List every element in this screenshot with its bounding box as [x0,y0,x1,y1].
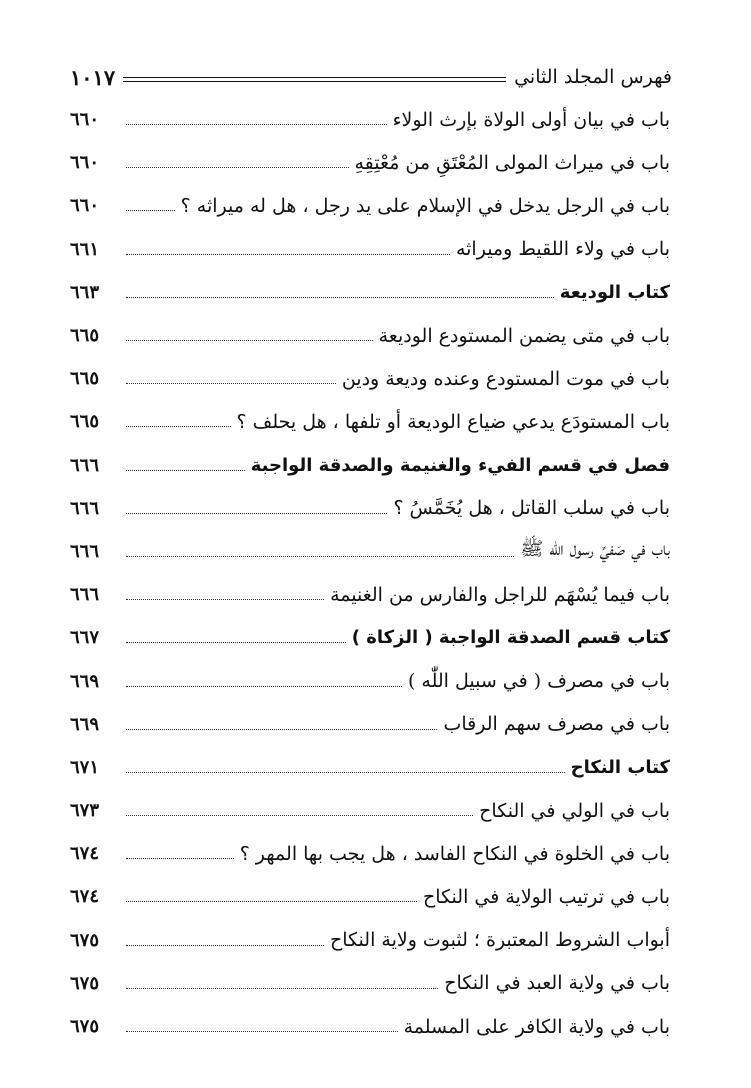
toc-entry [70,962,670,1005]
toc-entry-title: باب في ميراث المولى المُعْتَقِ من مُعْتِقِهِ [354,151,670,174]
dot-leader [126,858,234,859]
header-rule [123,77,506,82]
dot-leader [126,210,175,211]
dot-leader [126,901,417,902]
toc-entry [70,875,670,918]
toc-entry [70,184,670,227]
dot-leader [126,124,387,125]
toc-entry-title: أبواب الشروط المعتبرة ؛ لثبوت ولاية النكاح [330,929,670,952]
dot-leader [126,297,554,298]
toc-entry-page: ٦٧٣ [70,800,100,822]
toc-entry [70,530,670,573]
toc-entry [70,98,670,141]
header-page-number: ١٠١٧ [70,64,116,90]
toc-entry-title: باب في ترتيب الولاية في النكاح [423,885,670,908]
toc-entry [70,487,670,530]
toc-entry-page: ٦٦٦ [70,497,100,519]
toc-entry-page: ٦٦٥ [70,411,100,433]
toc-entry-title: فصل في قسم الفيء والغنيمة والصدقة الواجبة [250,454,670,476]
toc-entry-title: باب في الرجل يدخل في الإسلام على يد رجل ، هل له ميراثه ؟ [180,194,670,217]
dot-leader [126,1031,398,1032]
dot-leader [126,254,450,255]
toc-entry-page: ٦٧٤ [70,886,100,908]
toc-entry-page: ٦٦٦ [70,454,100,476]
dot-leader [126,513,387,514]
toc-entry [70,616,670,659]
toc-entry-page: ٦٦٦ [70,540,100,562]
dot-leader [126,945,324,946]
toc-entry-page: ٦٦٠ [70,195,100,217]
toc-entry-page: ٦٧٥ [70,972,100,994]
dot-leader [126,772,565,773]
toc-entry-page: ٦٦٥ [70,368,100,390]
toc-entry-title: باب في بيان أولى الولاة بإرث الولاء [392,108,670,131]
toc-entry-page: ٦٦١ [70,238,100,260]
dot-leader [126,729,437,730]
toc-entry-title: باب في مصرف سهم الرقاب [443,713,670,736]
running-header [70,62,672,92]
toc-entry [70,919,670,962]
dot-leader [126,686,402,687]
toc-entry-title: باب في موت المستودع وعنده وديعة ودين [341,367,670,390]
dot-leader [126,599,324,600]
toc-entry-page: ٦٦٩ [70,713,100,735]
toc-entry-page: ٦٧٤ [70,843,100,865]
toc-entry [70,789,670,832]
toc-entry-title: باب في الخلوة في النكاح الفاسد ، هل يجب بها المهر ؟ [239,842,670,865]
toc-entry-page: ٦٧٥ [70,1016,100,1038]
toc-entry-page: ٦٧٥ [70,929,100,951]
toc-entry-page: ٦٦٣ [70,281,100,303]
toc-entry-page: ٦٦٥ [70,325,100,347]
toc-entry-page: ٦٦٠ [70,109,100,131]
toc-entry-title: باب المستودَع يدعي ضياع الوديعة أو تلفها ، هل يحلف ؟ [236,410,670,433]
dot-leader [126,470,245,471]
dot-leader [126,426,231,427]
dot-leader [126,340,373,341]
toc-entry [70,1005,670,1048]
toc-entry-title: باب في ولاية الكافر على المسلمة [403,1015,670,1038]
toc-entry [70,400,670,443]
dot-leader [126,988,438,989]
toc-entry-title: باب في ولاية العبد في النكاح [444,972,670,995]
toc-entry-title: باب في مصرف ( في سبيل اللّٰه ) [407,670,670,693]
toc-entry [70,659,670,702]
dot-leader [126,167,349,168]
toc-entry-title: باب في صَفيِّ رسول الله ﷺ [520,538,670,561]
dot-leader [126,383,336,384]
toc-entry-title: باب في متى يضمن المستودع الوديعة [378,324,670,347]
toc-entry [70,832,670,875]
toc-entry [70,444,670,487]
toc-entry-page: ٦٦٩ [70,670,100,692]
dot-leader [126,815,473,816]
toc-entry [70,314,670,357]
toc-entry-page: ٦٧١ [70,756,100,778]
toc-entry-title: باب في سلب القاتل ، هل يُخَمَّسُ ؟ [393,497,670,520]
dot-leader [126,556,514,557]
table-of-contents [70,98,670,1048]
toc-entry-title: باب فيما يُسْهَم للراجل والفارس من الغنيمة [330,583,670,606]
toc-entry-title: باب في الولي في النكاح [479,799,670,822]
toc-entry [70,141,670,184]
toc-entry-title: باب في ولاء اللقيط وميراثه [455,238,670,261]
toc-entry-title: كتاب الوديعة [559,281,670,303]
toc-entry [70,357,670,400]
toc-entry [70,703,670,746]
toc-entry [70,228,670,271]
toc-entry-page: ٦٦٧ [70,627,100,649]
toc-entry [70,573,670,616]
header-title: فهرس المجلد الثاني [514,66,672,88]
toc-entry [70,746,670,789]
dot-leader [126,642,346,643]
toc-entry-page: ٦٦٠ [70,152,100,174]
toc-entry-page: ٦٦٦ [70,584,100,606]
toc-entry-title: كتاب النكاح [570,756,670,778]
toc-entry-title: كتاب قسم الصدقة الواجبة ( الزكاة ) [351,627,670,649]
toc-entry [70,271,670,314]
